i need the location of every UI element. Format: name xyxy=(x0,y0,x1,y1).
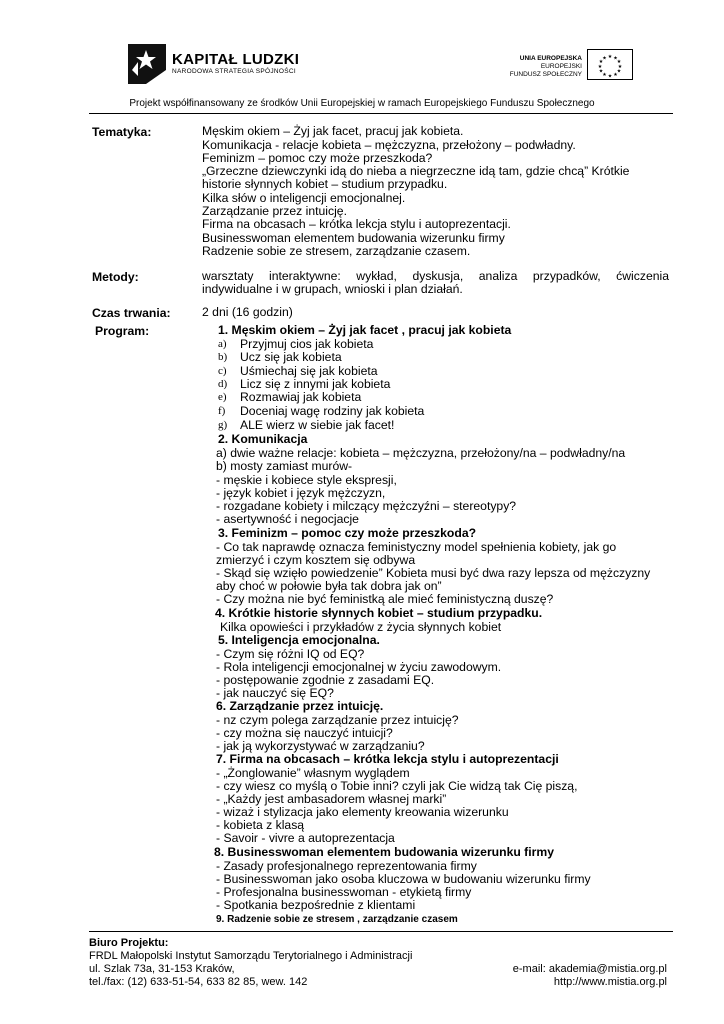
tematyka-line: Firma na obcasach – krótka lekcja stylu i autoprezentacji. xyxy=(202,217,511,231)
section-title: 9. Radzenie sobie ze stresem , zarządzanie czasem xyxy=(216,914,458,925)
list-line: - język kobiet i język mężczyzn, xyxy=(216,486,386,500)
list-line: aby choć w połowie była tak dobra jak on” xyxy=(216,579,442,593)
list-line: zmierzyć i czym kosztem się odbywa xyxy=(216,553,416,567)
list-line: b) mosty zamiast murów- xyxy=(216,459,353,473)
tematyka-label: Tematyka: xyxy=(92,125,152,139)
tematyka-line: Zarządzanie przez intuicję. xyxy=(202,204,347,218)
svg-text:★: ★ xyxy=(613,55,618,62)
list-letter: c) xyxy=(218,365,227,377)
svg-text:★: ★ xyxy=(598,59,604,65)
svg-text:★: ★ xyxy=(597,64,603,70)
section-title: 6. Zarządzanie przez intuicję. xyxy=(216,699,384,713)
list-line: - Rola inteligencji emocjonalnej w życiu zawodowym. xyxy=(216,660,502,674)
list-letter: e) xyxy=(218,391,227,403)
list-line: - jak ją wykorzystywać w zarządzaniu? xyxy=(216,739,425,753)
list-line: - asertywność i negocjacje xyxy=(216,512,359,526)
tematyka-line: Radzenie sobie ze stresem, zarządzanie czasem. xyxy=(202,244,471,258)
list-letter: a) xyxy=(218,338,227,350)
kapital-ludzki-text xyxy=(172,52,299,76)
list-line: - czy można się nauczyć intuicji? xyxy=(216,726,393,740)
czas-value: 2 dni (16 godzin) xyxy=(202,305,293,319)
list-line: Kilka opowieści i przykładów z życia słynnych kobiet xyxy=(220,620,502,634)
metody-label: Metody: xyxy=(92,270,139,284)
list-line: - męskie i kobiece style ekspresji, xyxy=(216,473,397,487)
list-item: ALE wierz w siebie jak facet! xyxy=(240,418,395,432)
section-title: 4. Krótkie historie słynnych kobiet – studium przypadku. xyxy=(215,606,543,620)
list-line: - postępowanie zgodnie z zasadami EQ. xyxy=(216,673,435,687)
footer-line: FRDL Małopolski Instytut Samorządu Terytorialnego i Administracji xyxy=(89,950,413,962)
footer-heading: Biuro Projektu: xyxy=(89,937,169,949)
metody-line: warsztaty interaktywne: wykład, dyskusja, analiza przypadków, ćwiczenia xyxy=(202,269,669,283)
list-line: - wizaż i stylizacja jako elementy kreowania wizerunku xyxy=(216,805,509,819)
svg-text:★: ★ xyxy=(613,72,618,78)
metody-line: indywidualne i w grupach, wnioski i plan działań. xyxy=(202,282,463,296)
svg-text:★: ★ xyxy=(617,64,623,70)
tematyka-line: Męskim okiem – Żyj jak facet, pracuj jak kobieta. xyxy=(202,124,464,138)
tematyka-line: Kilka słów o inteligencji emocjonalnej. xyxy=(202,191,406,205)
svg-text:★: ★ xyxy=(616,59,622,65)
list-letter: b) xyxy=(218,351,228,363)
eu-flag-icon xyxy=(587,49,633,80)
list-line: - Spotkania bezpośrednie z klientami xyxy=(216,898,416,912)
list-line: a) dwie ważne relacje: kobieta – mężczyzna, przełożony/na – podwładny/na xyxy=(216,446,626,460)
list-letter: f) xyxy=(218,405,226,417)
list-item: Ucz się jak kobieta xyxy=(240,350,342,364)
list-line: - czy wiesz co myślą o Tobie inni? czyli jak Cie widzą tak Cię piszą, xyxy=(216,779,578,793)
list-line: - kobieta z klasą xyxy=(216,818,305,832)
header-divider xyxy=(89,113,673,114)
list-line: - Profesjonalna businesswoman - etykietą firmy xyxy=(216,885,472,899)
kapital-ludzki-logo xyxy=(124,40,170,86)
list-line: - Savoir - vivre a autoprezentacja xyxy=(216,831,395,845)
list-line: - Skąd się wzięło powiedzenie” Kobieta musi być dwa razy lepsza od mężczyzny xyxy=(216,566,651,580)
list-line: - „Każdy jest ambasadorem własnej marki” xyxy=(216,792,447,806)
section-title: 2. Komunikacja xyxy=(218,432,308,446)
footer-line: ul. Szlak 73a, 31-153 Kraków, xyxy=(89,963,235,975)
section-title: 8. Businesswoman elementem budowania wizerunku firmy xyxy=(214,845,554,859)
list-item: Przyjmuj cios jak kobieta xyxy=(240,337,374,351)
footer-line: tel./fax: (12) 633-51-54, 633 82 85, wew. 142 xyxy=(89,976,308,988)
footer-divider xyxy=(89,931,673,932)
svg-text:★: ★ xyxy=(602,55,607,62)
tematyka-line: „Grzeczne dziewczynki idą do nieba a niegrzeczne idą tam, gdzie chcą” Krótkie xyxy=(202,164,630,178)
section-title: 3. Feminizm – pomoc czy może przeszkoda? xyxy=(218,526,477,540)
czas-label: Czas trwania: xyxy=(92,306,171,320)
list-item: Doceniaj wagę rodziny jak kobieta xyxy=(240,404,425,418)
eu-line2: EUROPEJSKI xyxy=(540,63,582,70)
svg-text:★: ★ xyxy=(607,54,613,60)
svg-text:★: ★ xyxy=(602,72,607,78)
eu-line3: FUNDUSZ SPOŁECZNY xyxy=(509,71,582,78)
tematyka-line: Feminizm – pomoc czy może przeszkoda? xyxy=(202,151,433,165)
eu-text xyxy=(487,55,582,79)
eu-line1: UNIA EUROPEJSKA xyxy=(519,55,582,62)
svg-text:★: ★ xyxy=(607,73,613,80)
list-line: - „Żonglowanie” własnym wyglądem xyxy=(216,766,410,780)
list-item: Uśmiechaj się jak kobieta xyxy=(240,364,378,378)
list-item: Rozmawiaj jak kobieta xyxy=(240,390,362,404)
project-cofinancing-line: Projekt współfinansowany ze środków Unii Europejskiej w ramach Europejskiego Funduszu Społecznego xyxy=(129,98,595,109)
list-line: - nz czym polega zarządzanie przez intuicję? xyxy=(216,713,459,727)
list-letter: d) xyxy=(218,378,228,390)
section-title: 1. Męskim okiem – Żyj jak facet , pracuj jak kobieta xyxy=(218,323,512,337)
section-title: 5. Inteligencja emocjonalna. xyxy=(218,633,380,647)
section-title: 7. Firma na obcasach – krótka lekcja stylu i autoprezentacji xyxy=(216,752,559,766)
list-line: - Co tak naprawdę oznacza feministyczny model spełnienia kobiety, jak go xyxy=(216,540,617,554)
svg-text:★: ★ xyxy=(616,68,622,75)
list-line: - Czym się różni IQ od EQ? xyxy=(216,647,365,661)
list-line: - Czy można nie być feministką ale mieć feministyczną duszę? xyxy=(216,592,554,606)
footer-website: http://www.mistia.org.pl xyxy=(553,976,667,988)
list-line: - Businesswoman jako osoba kluczowa w budowaniu wizerunku firmy xyxy=(216,872,591,886)
list-item: Licz się z innymi jak kobieta xyxy=(240,377,391,391)
tematyka-line: historie słynnych kobiet – studium przypadku. xyxy=(202,177,448,191)
tematyka-line: Komunikacja - relacje kobieta – mężczyzna, przełożony – podwładny. xyxy=(202,138,576,152)
logo-subtitle: NARODOWA STRATEGIA SPÓJNOŚCI xyxy=(172,68,296,75)
list-letter: g) xyxy=(218,419,228,431)
logo-title: KAPITAŁ LUDZKI xyxy=(172,51,300,68)
list-line: - Zasady profesjonalnego reprezentowania firmy xyxy=(216,859,477,873)
list-line: - jak nauczyć się EQ? xyxy=(216,686,334,700)
tematyka-line: Businesswoman elementem budowania wizerunku firmy xyxy=(202,231,505,245)
svg-text:★: ★ xyxy=(598,68,604,75)
list-line: - rozgadane kobiety i milczący mężczyźni – stereotypy? xyxy=(216,499,517,513)
footer-email: e-mail: akademia@mistia.org.pl xyxy=(512,963,667,975)
program-label: Program: xyxy=(95,324,150,338)
